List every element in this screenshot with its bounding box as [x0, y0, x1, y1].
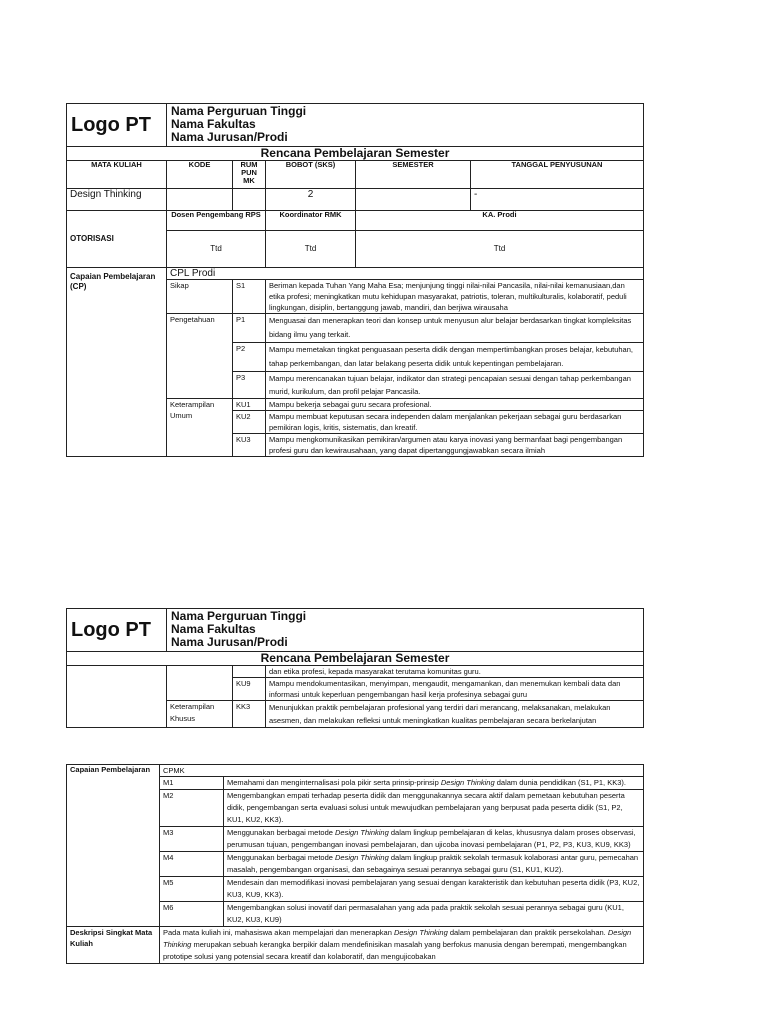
koordinator-header: Koordinator RMK — [266, 211, 356, 231]
institution-name: Nama Perguruan Tinggi — [171, 104, 307, 118]
rumpun-value — [233, 189, 266, 211]
m5-code: M5 — [160, 877, 224, 902]
cp-label: Capaian Pembelajaran (CP) — [67, 268, 167, 457]
dosen-pengembang-header: Dosen Pengembang RPS — [167, 211, 266, 231]
doc-title: Rencana Pembelajaran Semester — [67, 652, 644, 666]
cp-label-continued — [67, 666, 167, 728]
deskripsi-label: Deskripsi Singkat Mata Kuliah — [67, 927, 160, 964]
doc-title: Rencana Pembelajaran Semester — [67, 147, 644, 161]
m6-text: Mengembangkan solusi inovatif dari permasalahan yang ada pada praktik sekolah sesuai perannya sebagai guru (KU1, KU2, KU3, KU9) — [224, 902, 644, 927]
col-mata-kuliah: MATA KULIAH — [67, 161, 167, 189]
keterampilan-khusus-label: Keterampilan Khusus — [167, 701, 233, 728]
faculty-name: Nama Fakultas — [171, 117, 256, 131]
institution-block — [167, 104, 644, 147]
m3-code: M3 — [160, 827, 224, 852]
otorisasi-label: OTORISASI — [67, 211, 167, 268]
ku9-code: KU9 — [233, 678, 266, 701]
code-continued — [233, 666, 266, 678]
col-kode: KODE — [167, 161, 233, 189]
category-continued — [167, 666, 233, 701]
continued-text: dan etika profesi, kepada masyarakat terutama komunitas guru. — [266, 666, 644, 678]
institution-name: Nama Perguruan Tinggi — [171, 609, 307, 623]
logo: Logo PT — [67, 609, 167, 652]
m4-text: Menggunakan berbagai metode Design Thinking dalam lingkup praktik sekolah termasuk kolaborasi antar guru, pemecahan masalah, pengembangan organisasi, dan sebagainya sesuai perannya sebagai guru (S1, KU1, KU2). — [224, 852, 644, 877]
p1-code: P1 — [233, 314, 266, 343]
m6-code: M6 — [160, 902, 224, 927]
ku1-text: Mampu bekerja sebagai guru secara profesional. — [266, 399, 644, 411]
kode-value — [167, 189, 233, 211]
logo: Logo PT — [67, 104, 167, 147]
dosen-signature: Ttd — [167, 231, 266, 268]
ku3-text: Mampu mengkomunikasikan pemikiran/argumen atau karya inovasi yang bermanfaat bagi pengembangan profesi guru dan kewirausahaan, yang dapat dipertanggungjawabkan secara ilmiah — [266, 434, 644, 457]
ku3-code: KU3 — [233, 434, 266, 457]
department-name: Nama Jurusan/Prodi — [171, 635, 288, 649]
m1-text: Memahami dan menginternalisasi pola pikir serta prinsip-prinsip Design Thinking dalam dunia pendidikan (S1, P1, KK3). — [224, 777, 644, 790]
sikap-label: Sikap — [167, 280, 233, 314]
col-bobot: BOBOT (SKS) — [266, 161, 356, 189]
keterampilan-umum-label: Keterampilan Umum — [167, 399, 233, 457]
m3-text: Menggunakan berbagai metode Design Thinking dalam lingkup pembelajaran di kelas, khususnya dalam proses observasi, perumusan tujuan, pengembangan inovasi pembelajaran, dan ujicoba inovasi pembelajaran (P1, P2, P3, KU3, KU9, KK3) — [224, 827, 644, 852]
department-name: Nama Jurusan/Prodi — [171, 130, 288, 144]
pengetahuan-label: Pengetahuan — [167, 314, 233, 399]
kaprodi-signature: Ttd — [356, 231, 644, 268]
p2-text: Mampu memetakan tingkat penguasaan peserta didik dengan mempertimbangkan proses belajar, kebutuhan, tahap perkembangan, dan latar belakang peserta didik untuk kepentingan pembelajaran. — [266, 343, 644, 372]
m2-code: M2 — [160, 790, 224, 827]
semester-value — [356, 189, 471, 211]
deskripsi-text: Pada mata kuliah ini, mahasiswa akan mempelajari dan menerapkan Design Thinking dalam pembelajaran dan praktik persekolahan. Design Thinking merupakan sebuah kerangka berpikir dalam mendefinisikan masalah yang berfokus manusia dengan berempati, mengembangkan prototipe solusi yang potensial secara kreatif dan kolaboratif, dan mengujicobakan — [160, 927, 644, 964]
ku9-text: Mampu mendokumentasikan, menyimpan, mengaudit, mengamankan, dan menemukan kembali data dan informasi untuk keperluan pengembangan hasil kerja profesinya sebagai guru — [266, 678, 644, 701]
course-name: Design Thinking — [67, 189, 167, 211]
ku2-text: Mampu membuat keputusan secara independen dalam menjalankan pekerjaan sebagai guru berdasarkan pemikiran logis, kritis, sistematis, dan kreatif. — [266, 411, 644, 434]
ku2-code: KU2 — [233, 411, 266, 434]
cpl-prodi-title: CPL Prodi — [167, 268, 644, 280]
faculty-name: Nama Fakultas — [171, 622, 256, 636]
p3-code: P3 — [233, 372, 266, 399]
rps-page2-header-table — [66, 608, 644, 728]
p3-text: Mampu merencanakan tujuan belajar, indikator dan strategi pencapaian sesuai dengan tahap perkembangan murid, kurikulum, dan profil pelajar Pancasila. — [266, 372, 644, 399]
ku1-code: KU1 — [233, 399, 266, 411]
cpmk-label: Capaian Pembelajaran — [67, 765, 160, 927]
col-rumpun: RUM PUN MK — [233, 161, 266, 189]
tanggal-value: - — [471, 189, 644, 211]
p1-text: Menguasai dan menerapkan teori dan konsep untuk menyusun alur belajar berdasarkan tingkat kompleksitas bidang ilmu yang terkait. — [266, 314, 644, 343]
cpmk-title: CPMK — [160, 765, 644, 777]
institution-block — [167, 609, 644, 652]
s1-code: S1 — [233, 280, 266, 314]
s1-text: Beriman kepada Tuhan Yang Maha Esa; menjunjung tinggi nilai-nilai Pancasila, nilai-nilai kemanusiaan,dan etika profesi; meningkatkan mutu kehidupan masyarakat, patriotis, toleran, multikulturalis, kolaboratif, peduli lingkungan, disiplin, bertanggung jawab, mandiri, dan berjiwa wirausaha — [266, 280, 644, 314]
m4-code: M4 — [160, 852, 224, 877]
kk3-code: KK3 — [233, 701, 266, 728]
kk3-text: Menunjukkan praktik pembelajaran profesional yang terdiri dari merancang, melaksanakan, melakukan asesmen, dan melakukan refleksi untuk meningkatkan kualitas pembelajaran secara berkelanjutan — [266, 701, 644, 728]
m2-text: Mengembangkan empati terhadap peserta didik dan menggunakannya secara aktif dalam pemetaan kebutuhan peserta didik, pengembangan serta evaluasi solusi untuk mewujudkan pembelajaran yang berpusat pada peserta didik (S1, P2, KU1, KU2, KK3). — [224, 790, 644, 827]
kaprodi-header: KA. Prodi — [356, 211, 644, 231]
m1-code: M1 — [160, 777, 224, 790]
koordinator-signature: Ttd — [266, 231, 356, 268]
m5-text: Mendesain dan memodifikasi inovasi pembelajaran yang sesuai dengan karakteristik dan kebutuhan peserta didik (P3, KU2, KU3, KU9, KK3). — [224, 877, 644, 902]
p2-code: P2 — [233, 343, 266, 372]
cpmk-table — [66, 764, 644, 964]
col-semester: SEMESTER — [356, 161, 471, 189]
rps-page1-table — [66, 103, 644, 457]
bobot-value: 2 — [266, 189, 356, 211]
col-tanggal: TANGGAL PENYUSUNAN — [471, 161, 644, 189]
